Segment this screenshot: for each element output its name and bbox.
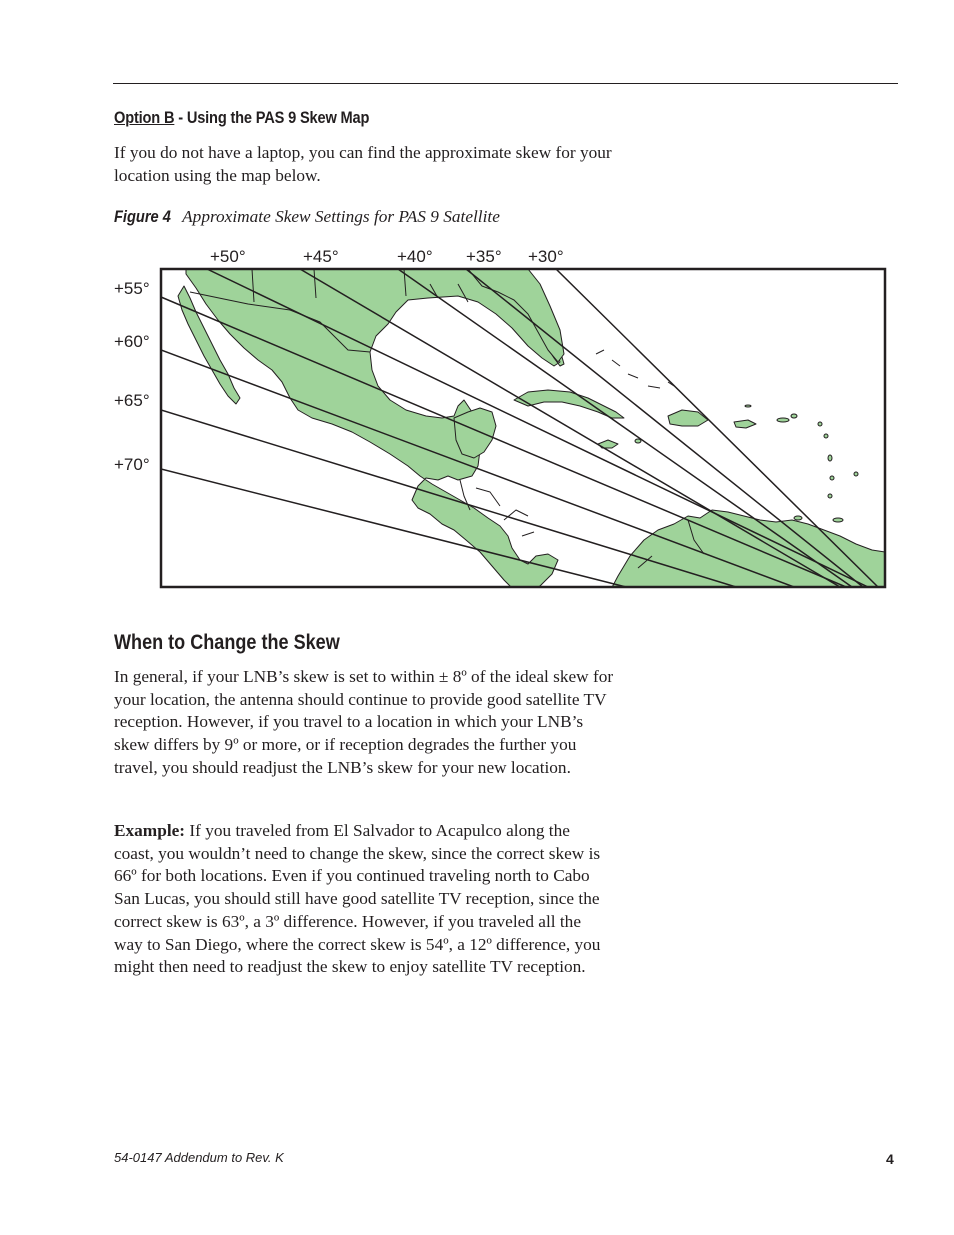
skew-line-70 (161, 469, 626, 587)
option-label: Option B (114, 108, 175, 127)
figure-label: Figure 4 (114, 207, 171, 226)
skew-label-top-45: +45° (303, 247, 339, 266)
figure-title: Approximate Skew Settings for PAS 9 Satellite (182, 207, 500, 226)
example-label: Example: (114, 821, 186, 840)
header-rule (113, 83, 898, 84)
page-number: 4 (886, 1151, 894, 1167)
skew-label-left-70: +70° (114, 455, 150, 474)
example-text: If you traveled from El Salvador to Acapulco along the coast, you wouldn’t need to change the skew, since the correct skew is 66º for both locations. Even if you continued traveling north to Cabo San Lucas, you should still have good satellite TV reception, since the correct skew is 63º, a 3º difference. However, if you traveled all the way to San Diego, where the correct skew is 54º, a 12º difference, you might then need to readjust the skew to enjoy satellite TV reception. (114, 821, 601, 977)
intro-paragraph: If you do not have a laptop, you can find the approximate skew for your location using the map below. (114, 143, 612, 185)
skew-label-top-50: +50° (210, 247, 246, 266)
skew-label-top-40: +40° (397, 247, 433, 266)
skew-line-60 (161, 350, 794, 587)
option-heading-rest: - Using the PAS 9 Skew Map (174, 108, 370, 127)
skew-label-left-60: +60° (114, 332, 150, 351)
footer-doc-id: 54-0147 Addendum to Rev. K (114, 1150, 284, 1165)
paragraph-example (114, 820, 614, 979)
skew-map (108, 240, 893, 595)
paragraph-general: In general, if your LNB’s skew is set to within ± 8º of the ideal skew for your location, the antenna should continue to provide good satellite TV reception. However, if you travel to a location in which your LNB’s skew differs by 9º or more, or if reception degrades the further you travel, you should readjust the LNB’s skew for your new location. (114, 667, 614, 777)
skew-label-left-55: +55° (114, 279, 150, 298)
skew-label-left-65: +65° (114, 391, 150, 410)
skew-label-top-30: +30° (528, 247, 564, 266)
section-heading: When to Change the Skew (114, 631, 340, 654)
puerto-rico (734, 420, 756, 428)
skew-label-top-35: +35° (466, 247, 502, 266)
yucatan (454, 408, 496, 458)
option-heading (114, 108, 369, 128)
figure-caption (114, 207, 500, 227)
